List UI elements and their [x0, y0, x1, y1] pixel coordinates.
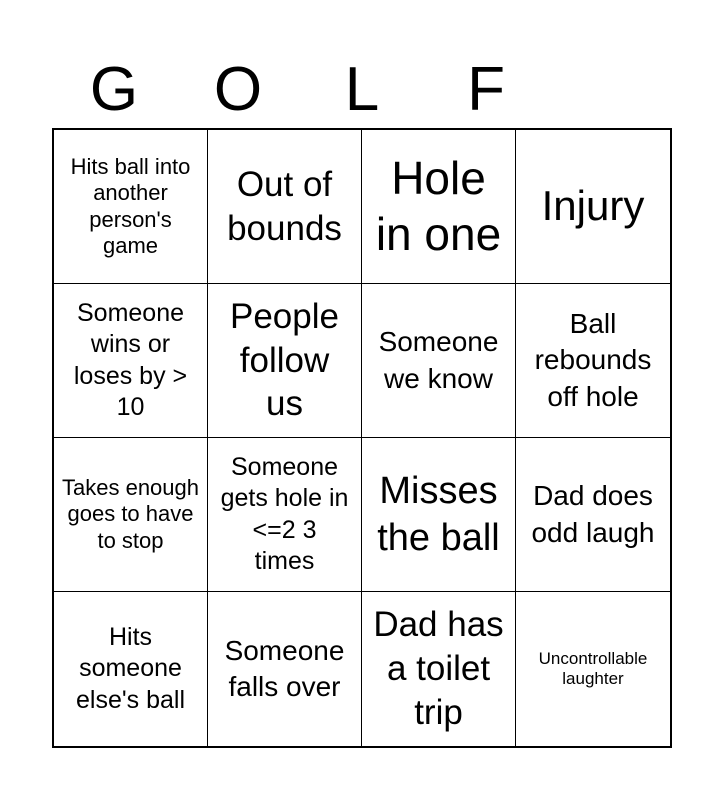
header-letter-l: L: [344, 55, 380, 124]
bingo-header: [52, 52, 672, 128]
header-letter-f: F: [467, 55, 505, 124]
bingo-cell[interactable]: [54, 130, 208, 284]
cell-text: Someone falls over: [224, 634, 345, 702]
cell-text: Someone gets hole in <=2 3 times: [220, 453, 349, 575]
bingo-cell[interactable]: [208, 130, 362, 284]
cell-text: Misses the ball: [377, 470, 500, 559]
header-letter-g: G: [89, 55, 139, 124]
bingo-cell[interactable]: [362, 284, 516, 438]
bingo-cell[interactable]: [208, 592, 362, 746]
cell-text: Takes enough goes to have to stop: [62, 474, 199, 553]
cell-text: Hits ball into another person's game: [70, 153, 191, 258]
cell-text: Hits someone else's ball: [76, 623, 185, 714]
bingo-cell[interactable]: [54, 592, 208, 746]
bingo-cell[interactable]: [516, 592, 670, 746]
bingo-cell[interactable]: [362, 592, 516, 746]
bingo-cell[interactable]: [54, 284, 208, 438]
bingo-cell[interactable]: [516, 284, 670, 438]
bingo-cell[interactable]: [362, 438, 516, 592]
cell-text: Someone wins or loses by > 10: [73, 299, 188, 421]
cell-text: Ball rebounds off hole: [534, 307, 652, 412]
cell-text: Injury: [541, 182, 645, 230]
bingo-cell[interactable]: [516, 438, 670, 592]
cell-text: Dad has a toilet trip: [373, 605, 504, 732]
bingo-grid: [52, 128, 672, 748]
cell-text: Hole in one: [375, 152, 502, 260]
cell-text: People follow us: [230, 296, 339, 424]
cell-text: Someone we know: [378, 326, 499, 394]
header-letter-o: O: [213, 55, 263, 124]
bingo-cell[interactable]: [208, 284, 362, 438]
bingo-cell[interactable]: [516, 130, 670, 284]
bingo-cell[interactable]: [208, 438, 362, 592]
bingo-cell[interactable]: [362, 130, 516, 284]
bingo-cell[interactable]: [54, 438, 208, 592]
cell-text: Out of bounds: [227, 164, 342, 248]
cell-text: Uncontrollable laughter: [538, 648, 648, 688]
cell-text: Dad does odd laugh: [531, 480, 655, 548]
